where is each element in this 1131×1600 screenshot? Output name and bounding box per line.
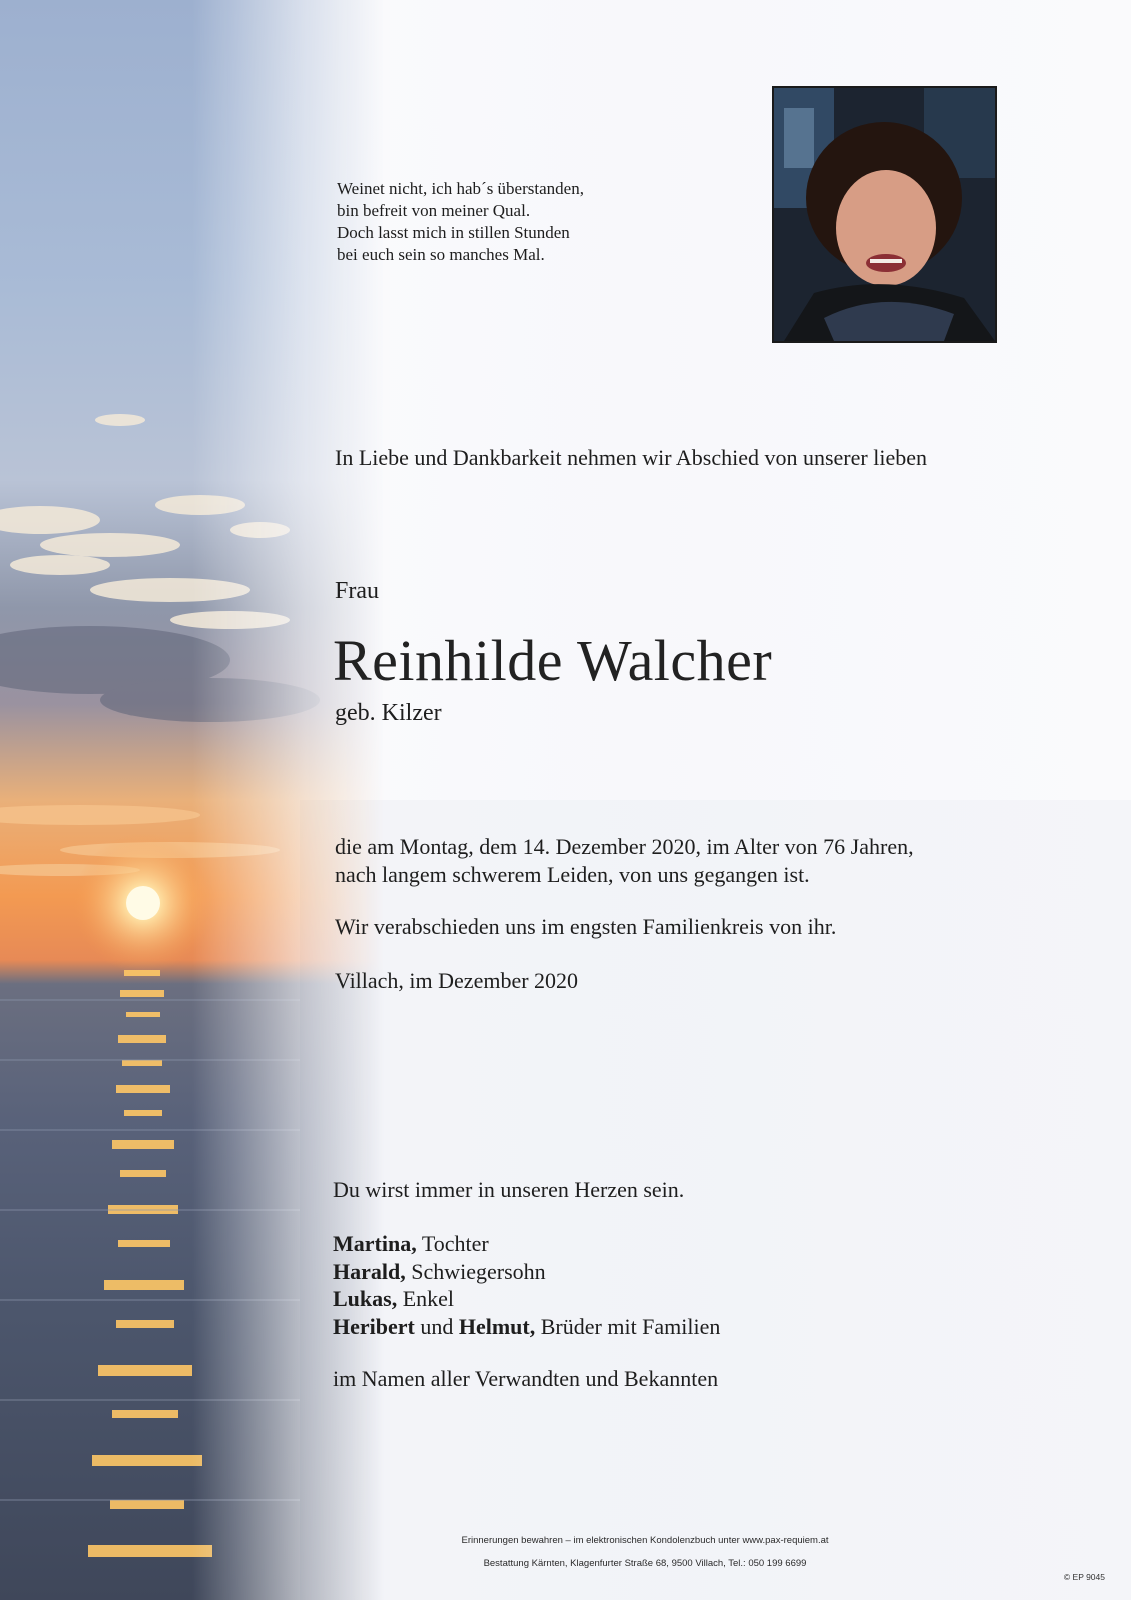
farewell-text: Wir verabschieden uns im engsten Familienkreis von ihr. xyxy=(335,914,837,939)
mourner-name: Lukas, xyxy=(333,1286,398,1311)
poem-line: bei euch sein so manches Mal. xyxy=(337,245,545,264)
template-code: © EP 9045 xyxy=(1063,1572,1105,1582)
salutation: Frau xyxy=(335,578,379,604)
motto: Du wirst immer in unseren Herzen sein. xyxy=(333,1177,685,1202)
mourner-row xyxy=(333,1285,720,1313)
portrait-photo xyxy=(772,86,997,343)
footer-funeral-home-line: Bestattung Kärnten, Klagenfurter Straße 68, 9500 Villach, Tel.: 050 199 6699 xyxy=(483,1558,807,1569)
mourner-relation: Enkel xyxy=(402,1286,455,1311)
mourner-relation: Schwiegersohn xyxy=(411,1258,546,1284)
mourner-relation: Tochter xyxy=(421,1231,489,1256)
mourner-name: Harald, xyxy=(333,1258,406,1284)
death-notice-line: die am Montag, dem 14. Dezember 2020, im Alter von 76 Jahren, xyxy=(335,834,914,859)
mourner-name: Heribert xyxy=(333,1313,415,1339)
intro-text: In Liebe und Dankbarkeit nehmen wir Abschied von unserer lieben xyxy=(335,445,927,470)
footer-condolence-line: Erinnerungen bewahren – im elektronischen Kondolenzbuch unter www.pax-requiem.at xyxy=(461,1535,829,1546)
mourner-row xyxy=(333,1230,720,1258)
poem xyxy=(337,178,584,266)
deceased-name: Reinhilde Walcher xyxy=(333,628,773,693)
mourner-name: Helmut, xyxy=(458,1313,536,1339)
mourner-row xyxy=(333,1313,720,1341)
death-notice xyxy=(335,833,914,889)
mourner-relation: Brüder mit Familien xyxy=(540,1313,721,1339)
mourners-list xyxy=(333,1230,720,1340)
mourner-row xyxy=(333,1258,720,1286)
closing-text: im Namen aller Verwandten und Bekannten xyxy=(333,1366,719,1391)
poem-line: bin befreit von meiner Qual. xyxy=(337,201,531,220)
maiden-name: geb. Kilzer xyxy=(335,700,442,726)
poem-line: Doch lasst mich in stillen Stunden xyxy=(337,223,570,242)
poem-line: Weinet nicht, ich hab´s überstanden, xyxy=(337,179,584,198)
place-date: Villach, im Dezember 2020 xyxy=(335,968,579,993)
mourner-connector: und xyxy=(420,1313,454,1339)
death-notice-line: nach langem schwerem Leiden, von uns gegangen ist. xyxy=(335,862,810,887)
mourner-name: Martina, xyxy=(333,1231,417,1256)
